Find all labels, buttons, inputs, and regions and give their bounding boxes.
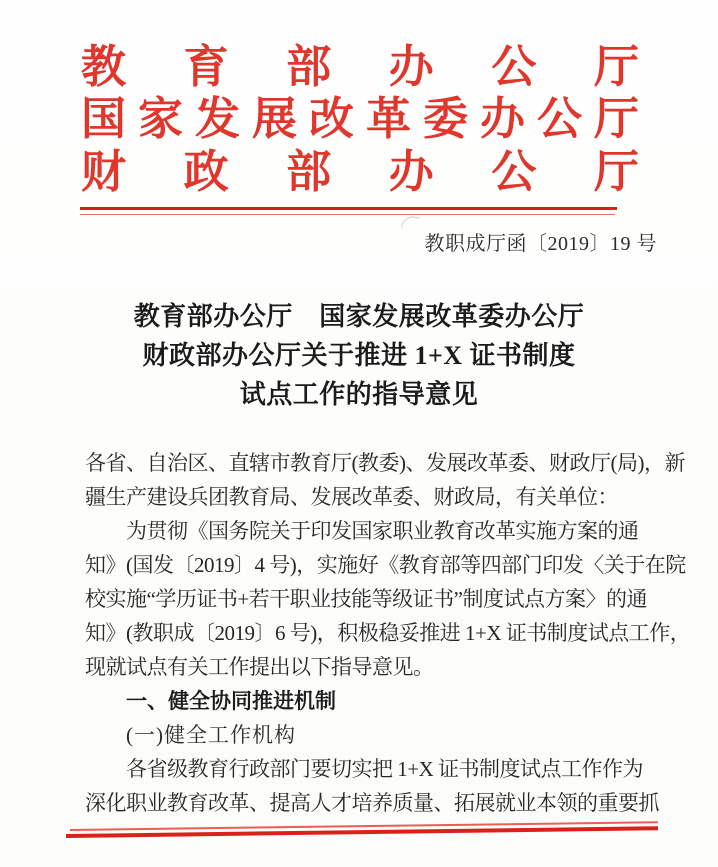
paragraph-line: 知》(教职成〔2019〕6 号)，积极稳妥推进 1+X 证书制度试点工作， bbox=[85, 621, 691, 645]
separator-rule-thick-line bbox=[80, 207, 617, 210]
document-title-line-3: 试点工作的指导意见 bbox=[239, 380, 479, 409]
addressee-line-1: 各省、自治区、直辖市教育厅(教委)、发展改革委、财政厅(局)，新 bbox=[85, 451, 685, 475]
document-title-line-2: 财政部办公厅关于推进 1+X 证书制度 bbox=[142, 341, 576, 370]
bottom-scan-red-stripe bbox=[66, 821, 658, 838]
letterhead-agency-line-1: 教育部办公厅 bbox=[81, 42, 639, 92]
separator-rule-thin-line bbox=[80, 214, 615, 215]
paragraph-line: 各省级教育行政部门要切实把 1+X 证书制度试点工作作为 bbox=[126, 757, 644, 781]
section-heading-1: 一、健全协同推进机制 bbox=[126, 690, 336, 713]
document-reference-number: 教职成厅函〔2019〕19 号 bbox=[424, 233, 657, 255]
subsection-heading-1: (一)健全工作机构 bbox=[126, 723, 296, 747]
document-title-line-1: 教育部办公厅 国家发展改革委办公厅 bbox=[133, 302, 585, 331]
paragraph-line: 为贯彻《国务院关于印发国家职业教育改革实施方案的通 bbox=[126, 519, 639, 543]
paragraph-line: 现就试点有关工作提出以下指导意见。 bbox=[85, 655, 434, 679]
paragraph-line: 知》(国发〔2019〕4 号)，实施好《教育部等四部门印发〈关于在院 bbox=[85, 553, 686, 577]
letterhead-separator-rule bbox=[80, 207, 617, 217]
letterhead-agency-line-3: 财政部办公厅 bbox=[81, 147, 639, 197]
addressee-line-2: 疆生产建设兵团教育局、发展改革委、财政局，有关单位： bbox=[85, 485, 618, 509]
letterhead-agency-line-2: 国家发展改革委办公厅 bbox=[81, 94, 639, 144]
paragraph-line: 校实施“学历证书+若干职业技能等级证书”制度试点方案〉的通 bbox=[85, 587, 647, 611]
paragraph-line: 深化职业教育改革、提高人才培养质量、拓展就业本领的重要抓 bbox=[85, 791, 659, 815]
